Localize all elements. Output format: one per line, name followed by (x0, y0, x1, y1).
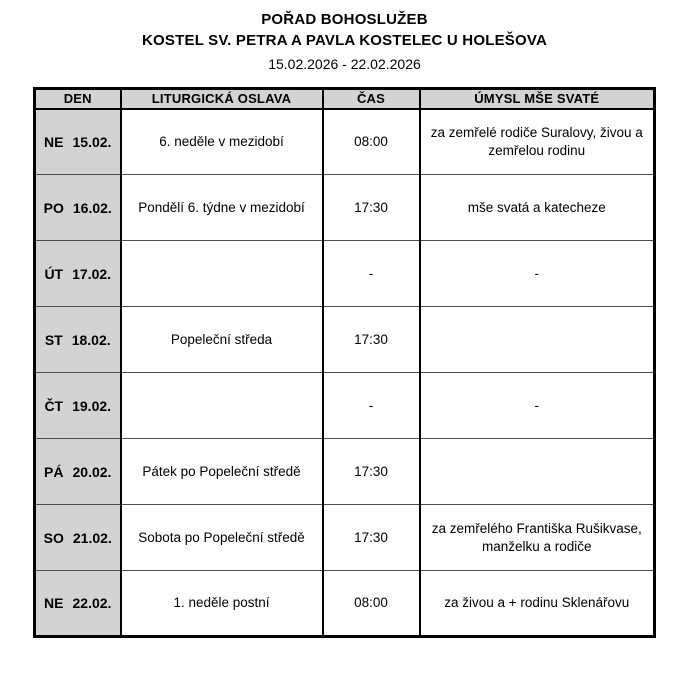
time-cell: 17:30 (323, 175, 420, 241)
day-date: 20.02. (72, 463, 112, 480)
day-abbrev: ČT (44, 397, 64, 414)
table-row (35, 373, 655, 439)
time-cell: 17:30 (323, 307, 420, 373)
day-date: 18.02. (71, 331, 111, 348)
page-title: POŘAD BOHOSLUŽEB (261, 11, 428, 28)
day-abbrev: NE (44, 133, 64, 150)
day-cell (35, 109, 121, 175)
day-abbrev: ÚT (44, 265, 64, 282)
celebration-cell: Sobota po Popeleční středě (121, 505, 323, 571)
table-row (35, 241, 655, 307)
celebration-cell (121, 241, 323, 307)
intention-cell: za zemřelého Františka Rušikvase, manželku a rodiče (420, 505, 655, 571)
day-date: 22.02. (72, 595, 112, 611)
day-date: 19.02. (72, 397, 112, 414)
day-date: 16.02. (72, 199, 112, 216)
day-wrap (40, 397, 116, 415)
day-abbrev: PO (43, 199, 64, 216)
table-row (35, 175, 655, 241)
day-cell (35, 175, 121, 241)
day-wrap (40, 133, 116, 151)
celebration-cell: 1. neděle postní (121, 571, 323, 637)
day-date: 15.02. (72, 133, 112, 150)
day-cell (35, 241, 121, 307)
document-header (0, 0, 689, 74)
page-subtitle: KOSTEL SV. PETRA A PAVLA KOSTELEC U HOLEŠOVA (142, 32, 547, 49)
day-wrap (40, 199, 116, 217)
table-row (35, 307, 655, 373)
intention-cell: - (420, 373, 655, 439)
day-wrap (40, 331, 116, 349)
intention-cell: za zemřelé rodiče Suralovy, živou a zemřelou rodinu (420, 109, 655, 175)
day-abbrev: NE (44, 595, 64, 611)
table-row (35, 571, 655, 637)
day-cell (35, 505, 121, 571)
celebration-cell: Pondělí 6. týdne v mezidobí (121, 175, 323, 241)
table-row (35, 439, 655, 505)
column-header-day: DEN (35, 89, 121, 109)
intention-cell: mše svatá a katecheze (420, 175, 655, 241)
celebration-cell: Popeleční středa (121, 307, 323, 373)
intention-cell (420, 439, 655, 505)
date-range: 15.02.2026 - 22.02.2026 (268, 56, 421, 72)
time-cell: 08:00 (323, 109, 420, 175)
time-cell: 17:30 (323, 505, 420, 571)
day-cell (35, 307, 121, 373)
day-cell (35, 439, 121, 505)
table-header-row (35, 89, 655, 109)
table-row (35, 505, 655, 571)
day-date: 17.02. (72, 265, 112, 282)
table-body (35, 109, 655, 637)
time-cell: 08:00 (323, 571, 420, 637)
intention-cell (420, 307, 655, 373)
schedule-table (33, 87, 656, 638)
day-abbrev: ST (44, 331, 63, 348)
day-wrap (40, 594, 116, 612)
day-wrap (40, 463, 116, 481)
table-row (35, 109, 655, 175)
day-wrap (40, 265, 116, 283)
intention-cell: - (420, 241, 655, 307)
celebration-cell (121, 373, 323, 439)
time-cell: - (323, 373, 420, 439)
time-cell: 17:30 (323, 439, 420, 505)
column-header-intention: ÚMYSL MŠE SVATÉ (420, 89, 655, 109)
day-abbrev: PÁ (44, 463, 64, 480)
day-cell (35, 571, 121, 637)
celebration-cell: 6. neděle v mezidobí (121, 109, 323, 175)
celebration-cell: Pátek po Popeleční středě (121, 439, 323, 505)
column-header-time: ČAS (323, 89, 420, 109)
day-wrap (40, 529, 116, 547)
day-cell (35, 373, 121, 439)
time-cell: - (323, 241, 420, 307)
intention-cell: za živou a + rodinu Sklenářovu (420, 571, 655, 637)
day-abbrev: SO (43, 529, 64, 546)
day-date: 21.02. (72, 529, 112, 546)
column-header-celebration: LITURGICKÁ OSLAVA (121, 89, 323, 109)
